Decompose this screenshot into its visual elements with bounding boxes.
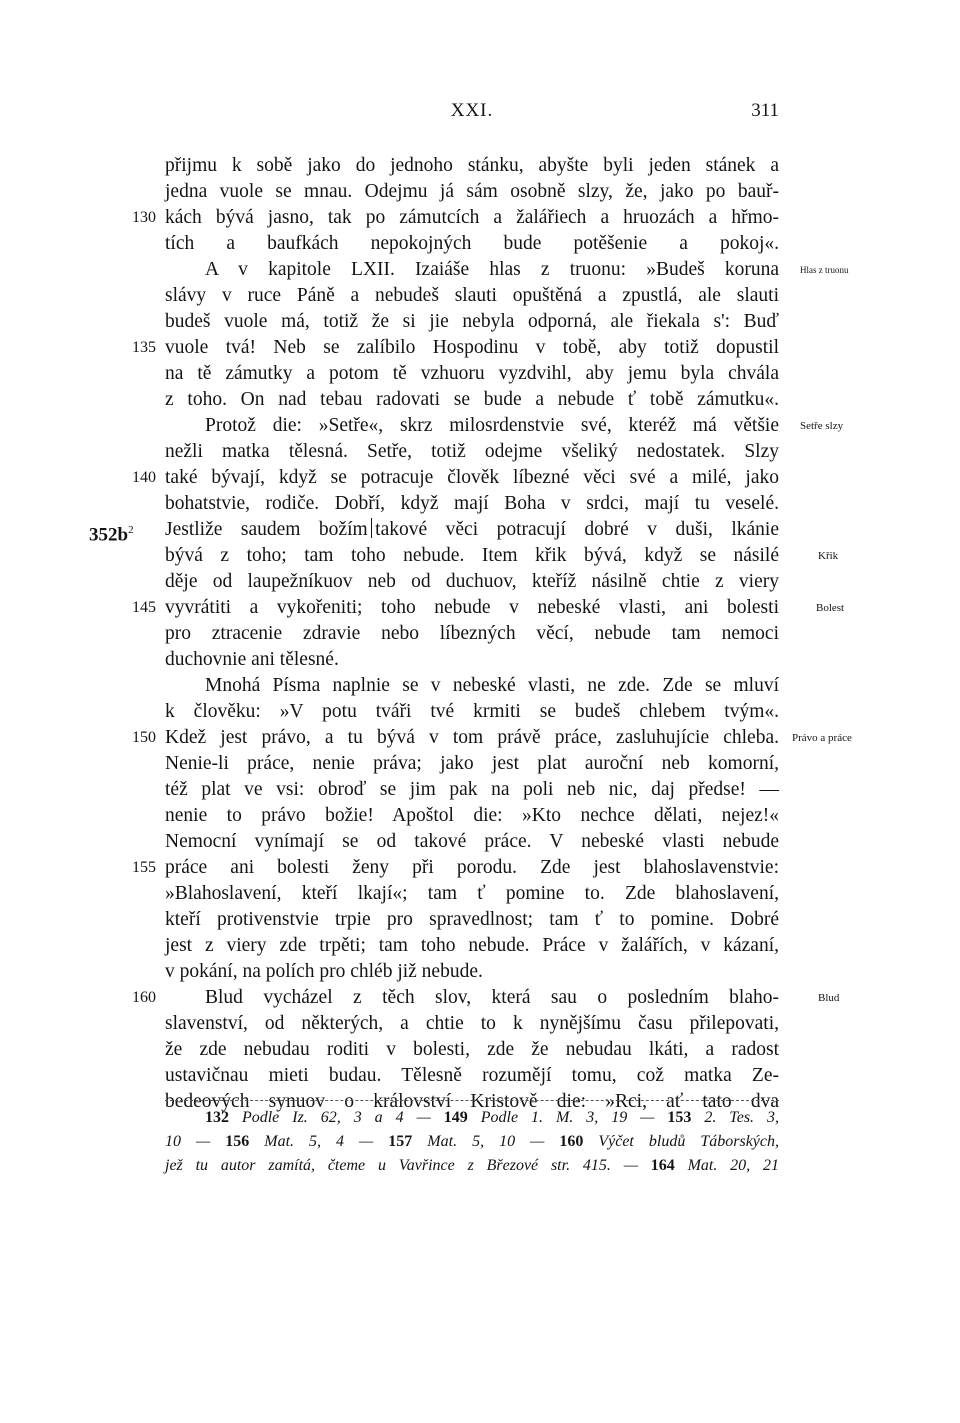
text-line: práce ani bolesti ženy při porodu. Zde jest blahoslavenstvie: xyxy=(165,857,779,878)
text-line: nenie to právo božie! Apoštol die: »Kto nechce dělati, nejez!« xyxy=(165,805,779,826)
text-line: vuole tvá! Neb se zalíbilo Hospodinu v tobě, aby totiž dopustil xyxy=(165,337,779,358)
line-number: 135 xyxy=(132,339,156,356)
line-number: 130 xyxy=(132,209,156,226)
text-line: na tě zámutky a potom tě vzhuoru vyzdvihl, aby jemu byla chvála xyxy=(165,363,779,384)
text-line: tích a baufkách nepokojných bude potěšenie a pokoj«. xyxy=(165,233,779,254)
text-line: též plat ve vsi: obroď se jim pak na poli neb nic, daj předse! — xyxy=(165,779,779,800)
margin-note: Blud xyxy=(818,992,840,1004)
line-number: 150 xyxy=(132,729,156,746)
text-line: že zde nebudau roditi v bolesti, zde že nebudau lkáti, a radost xyxy=(165,1039,779,1060)
text-line: slávy v ruce Páně a nebudeš slauti opuštěná a zpustlá, ale slauti xyxy=(165,285,779,306)
text-line: kách bývá jasno, tak po zámutcích a žalářiech a hruozách a hřmo- xyxy=(165,207,779,228)
text-line: nežli matka tělesná. Setře, totiž odejme všeliký nedostatek. Slzy xyxy=(165,441,779,462)
text-line: Protož die: »Setře«, skrz milosrdenstvie své, kteréž má většie xyxy=(205,415,779,436)
margin-note: Hlas z truonu xyxy=(800,265,849,275)
text-line: děje od laupežníkuov neb od duchuov, kteříž násilně chtie z viery xyxy=(165,571,779,592)
margin-note: Setře slzy xyxy=(800,420,844,432)
text-segment: Jestliže saudem božím xyxy=(165,519,368,540)
text-line: Mnohá Písma naplnie se v nebeské vlasti, ne zde. Zde se mluví xyxy=(205,675,779,696)
text-line: bývá z toho; tam toho nebude. Item křik bývá, když se násilé xyxy=(165,545,779,566)
page-number: 311 xyxy=(751,100,779,121)
text-line: kteří protivenstvie trpie pro spravedlnost; tam ť to pomine. Dobré xyxy=(165,909,779,930)
line-number: 145 xyxy=(132,599,156,616)
text-line xyxy=(165,517,779,543)
text-line: A v kapitole LXII. Izaiáše hlas z truonu: »Budeš koruna xyxy=(205,259,779,280)
footnote-line: jež tu autor zamítá, čteme u Vavřince z Březové str. 415. — 164 Mat. 20, 21 xyxy=(165,1157,779,1174)
text-line: »Blahoslavení, kteří lkají«; tam ť pomine to. Zde blahoslavení, xyxy=(165,883,779,904)
running-head: XXI. xyxy=(450,100,494,121)
footnote-line: 132 Podle Iz. 62, 3 a 4 — 149 Podle 1. M. 3, 19 — 153 2. Tes. 3, xyxy=(205,1109,780,1126)
text-segment: takové věci potracují dobré v duši, lkánie xyxy=(375,519,779,540)
text-line: v pokání, na polích pro chléb již nebude. xyxy=(165,961,483,982)
text-line: Blud vycházel z těch slov, která sau o posledním blaho- xyxy=(205,987,779,1008)
line-number: 160 xyxy=(132,989,156,1006)
text-line: také bývají, když se potracuje člověk líbezné věci své a milé, jako xyxy=(165,467,779,488)
text-line: bohatstvie, rodiče. Dobří, když mají Boha v srdci, mají tu veselé. xyxy=(165,493,779,514)
text-line: Nenie-li práce, nenie práva; jako jest plat auroční neb komorní, xyxy=(165,753,779,774)
footnote-line: 10 — 156 Mat. 5, 4 — 157 Mat. 5, 10 — 160 Výčet bludů Táborských, xyxy=(165,1133,779,1150)
text-line: jest z viery zde trpěti; tam toho nebude. Práce v žalářích, v kázaní, xyxy=(165,935,779,956)
text-line: Nemocní vynímají se od takové práce. V nebeské vlasti nebude xyxy=(165,831,779,852)
text-line: ustavičnau mieti budau. Tělesně rozumějí tomu, což matka Ze- xyxy=(165,1065,779,1086)
text-line: slavenství, od některých, a chtie to k nynějšímu času přilepovati, xyxy=(165,1013,779,1034)
text-line: pro ztracenie zdravie nebo líbezných věcí, nebude tam nemoci xyxy=(165,623,779,644)
text-line: jedna vuole se mnau. Odejmu já sám osobně slzy, že, jako po bauř- xyxy=(165,181,779,202)
margin-note: Bolest xyxy=(816,602,845,614)
footnote-rule xyxy=(165,1100,779,1101)
page-header xyxy=(165,100,779,128)
text-line: bedeových synuov o království Kristově die: »Rci, ať tato dva xyxy=(165,1091,779,1112)
folio-break-mark xyxy=(371,518,373,538)
text-line: vyvrátiti a vykořeniti; toho nebude v nebeské vlasti, ani bolesti xyxy=(165,597,779,618)
text-line: k člověku: »V potu tváři tvé krmiti se budeš chlebem tvým«. xyxy=(165,701,779,722)
text-line: budeš vuole má, totiž že si jie nebyla odporná, ale řiekala s': Buď xyxy=(165,311,779,332)
line-number: 140 xyxy=(132,469,156,486)
line-number: 155 xyxy=(132,859,156,876)
text-line: z toho. On nad tebau radovati se bude a nebude ť tobě zámutku«. xyxy=(165,389,779,410)
folio-marker: $352b^2$ xyxy=(89,524,134,546)
text-line: přijmu k sobě jako do jednoho stánku, abyšte byli jeden stánek a xyxy=(165,155,779,176)
margin-note: Křik xyxy=(818,550,839,562)
text-line: Kdež jest právo, a tu bývá v tom právě práce, zasluhujície chleba. xyxy=(165,727,779,748)
text-line: duchovnie ani tělesné. xyxy=(165,649,339,670)
margin-note: Právo a práce xyxy=(792,732,852,744)
